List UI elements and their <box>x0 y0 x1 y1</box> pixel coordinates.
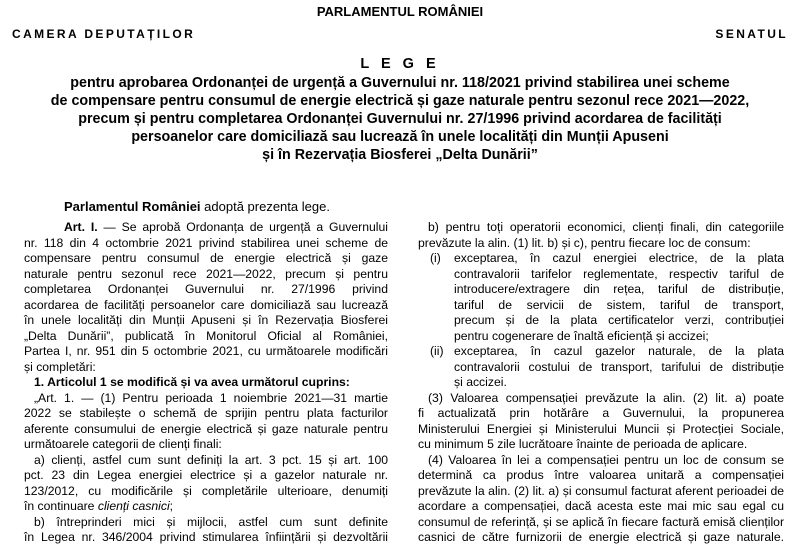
law-title-line: și în Rezervația Biosferei „Delta Dunării” <box>262 147 538 163</box>
art-i-line: în unele localități din Munții Apuseni și în Rezervația Biosferei <box>24 313 388 327</box>
art-1-line: 2022 se stabilește o schemă de sprijin pentru plata facturilor <box>24 406 388 420</box>
paragraph-4-line: determină ca produs între valoarea unitară a compensației <box>418 468 784 482</box>
left-column <box>24 220 388 546</box>
law-title-line: pentru aprobarea Ordonanței de urgență a Guvernului nr. 118/2021 privind stabilirea unei scheme <box>70 75 730 91</box>
item-i <box>418 251 784 344</box>
letter-a-line: a) clienți, astfel cum sunt definiți la art. 3 pct. 15 și art. 100 <box>34 452 388 467</box>
law-heading: L E G E <box>360 56 440 72</box>
law-title-line: precum și pentru completarea Ordonanței Guvernului nr. 27/1996 privind acordarea de facilități <box>78 111 722 127</box>
paragraph-4-line: casnici de către furnizorii de energie electrică și gaze naturale. <box>418 530 784 544</box>
paragraph-3-line: (3) Valoarea compensației prevăzute la alin. (2) lit. a) poate <box>428 390 784 405</box>
adoption-sentence <box>64 199 330 214</box>
parliament-header: PARLAMENTUL ROMÂNIEI <box>316 4 484 19</box>
paragraph-4-line: (4) Valoarea în lei a compensației pentru un loc de consum se <box>428 452 784 467</box>
letter-a-line: în continuare clienți casnici; <box>24 499 174 513</box>
law-title <box>0 74 800 164</box>
letter-b-line: b) întreprinderi mici și mijlocii, astfel cum sunt definite <box>34 514 388 529</box>
item-i-line: introducere/extragere din rețea, tariful de distribuție, <box>454 282 784 296</box>
right-column <box>418 220 784 546</box>
item-ii-line: și accizei. <box>454 375 507 389</box>
item-ii-line: contravalorii costului de transport, tarifului de distribuție <box>454 359 784 374</box>
item-ii-line: exceptarea, în cazul gazelor naturale, de la plata <box>454 344 784 358</box>
adoption-subject: Parlamentul României <box>64 199 201 214</box>
item-ii-number: (ii) <box>430 344 444 358</box>
item-ii <box>418 344 784 391</box>
art-i-line: „Delta Dunării”, publicată în Monitorul Oficial al României, <box>24 328 388 343</box>
art-i-line: acordarea de facilități persoanelor care domiciliază sau lucrează <box>24 297 388 312</box>
chamber-deputies-label: CAMERA DEPUTAȚILOR <box>12 27 196 41</box>
paragraph-3-line: Ministerului Energiei și Ministerului Muncii și Protecției Sociale, <box>418 421 784 436</box>
paragraph-4-line: prevăzute la alin. (2) lit. a) și consumul facturat aferent perioadei de <box>418 483 784 498</box>
art-i-line: nr. 118 din 4 octombrie 2021 privind stabilirea unei scheme de <box>24 235 388 250</box>
item-i-number: (i) <box>430 251 441 265</box>
art-i-line: completarea Ordonanței Guvernului nr. 27/1996 privind <box>24 282 388 296</box>
paragraph-3-line: fi actualizată prin hotărâre a Guvernului, la propunerea <box>418 406 784 420</box>
art-1-line: următoarele categorii de clienți finali: <box>24 437 222 451</box>
letter-b-line: în Legea nr. 346/2004 privind stimularea înființării și dezvoltării <box>24 530 388 544</box>
item-i-line: tariful de servicii de sistem, tariful de transport, <box>454 297 784 312</box>
paragraph-3-line: cu minimum 5 zile lucrătoare înainte de perioada de aplicare. <box>418 437 748 451</box>
paragraph-4-line: acordare a compensației, dacă acesta este mai mic sau egal cu <box>418 499 784 513</box>
art-i-line: compensare pentru consumul de energie electrică și gaze <box>24 251 388 265</box>
senate-label: SENATUL <box>715 27 788 41</box>
law-title-line: de compensare pentru consumul de energie electrică și gaze naturale pentru sezonul rece 2021—2022, <box>50 93 750 109</box>
letter-a-line: pct. 23 din Legea energiei electrice și a gazelor naturale nr. <box>24 468 388 482</box>
item-i-line: precum și de la plata certificatelor verzi, contribuției <box>454 313 784 327</box>
item-i-line: contravalorii tarifelor reglementate, respectiv tariful de <box>454 266 784 281</box>
paragraph-4-line: consumul de referință, și se aplică în fiecare factură emisă clienților <box>418 514 784 529</box>
art-1-line: „Art. 1. — (1) Pentru perioada 1 noiembrie 2021—31 martie <box>34 390 388 405</box>
point-1-heading: 1. Articolul 1 se modifică și va avea următorul cuprins: <box>34 375 350 389</box>
art-i-line: și completări: <box>24 359 96 374</box>
item-i-line: pentru cogenerare de înaltă eficiență și accizei; <box>454 328 709 343</box>
adoption-rest: adoptă prezenta lege. <box>200 199 330 214</box>
art-1-line: aferente consumului de energie electrică și gaze naturale pentru <box>24 421 388 436</box>
law-title-line: persoanelor care domiciliază sau lucrează în unele localități din Munții Apuseni <box>131 129 669 145</box>
letter-a-line: 123/2012, cu modificările și completările ulterioare, denumiți <box>24 483 388 498</box>
art-i-line: naturale pentru sezonul rece 2021—2022, precum și pentru <box>24 266 388 281</box>
art-i-line: Partea I, nr. 951 din 5 octombrie 2021, cu următoarele modificări <box>24 344 388 358</box>
letter-b-operators-line: b) pentru toți operatorii economici, clienți finali, din categoriile <box>428 220 784 234</box>
art-i-line: Art. I. — Se aprobă Ordonanța de urgență a Guvernului <box>64 220 388 234</box>
item-i-line: exceptarea, în cazul energiei electrice, de la plata <box>454 251 784 265</box>
art-i-label: Art. I. <box>64 220 98 234</box>
letter-b-operators-line: prevăzute la alin. (1) lit. b) și c), pentru fiecare loc de consum: <box>418 235 751 250</box>
